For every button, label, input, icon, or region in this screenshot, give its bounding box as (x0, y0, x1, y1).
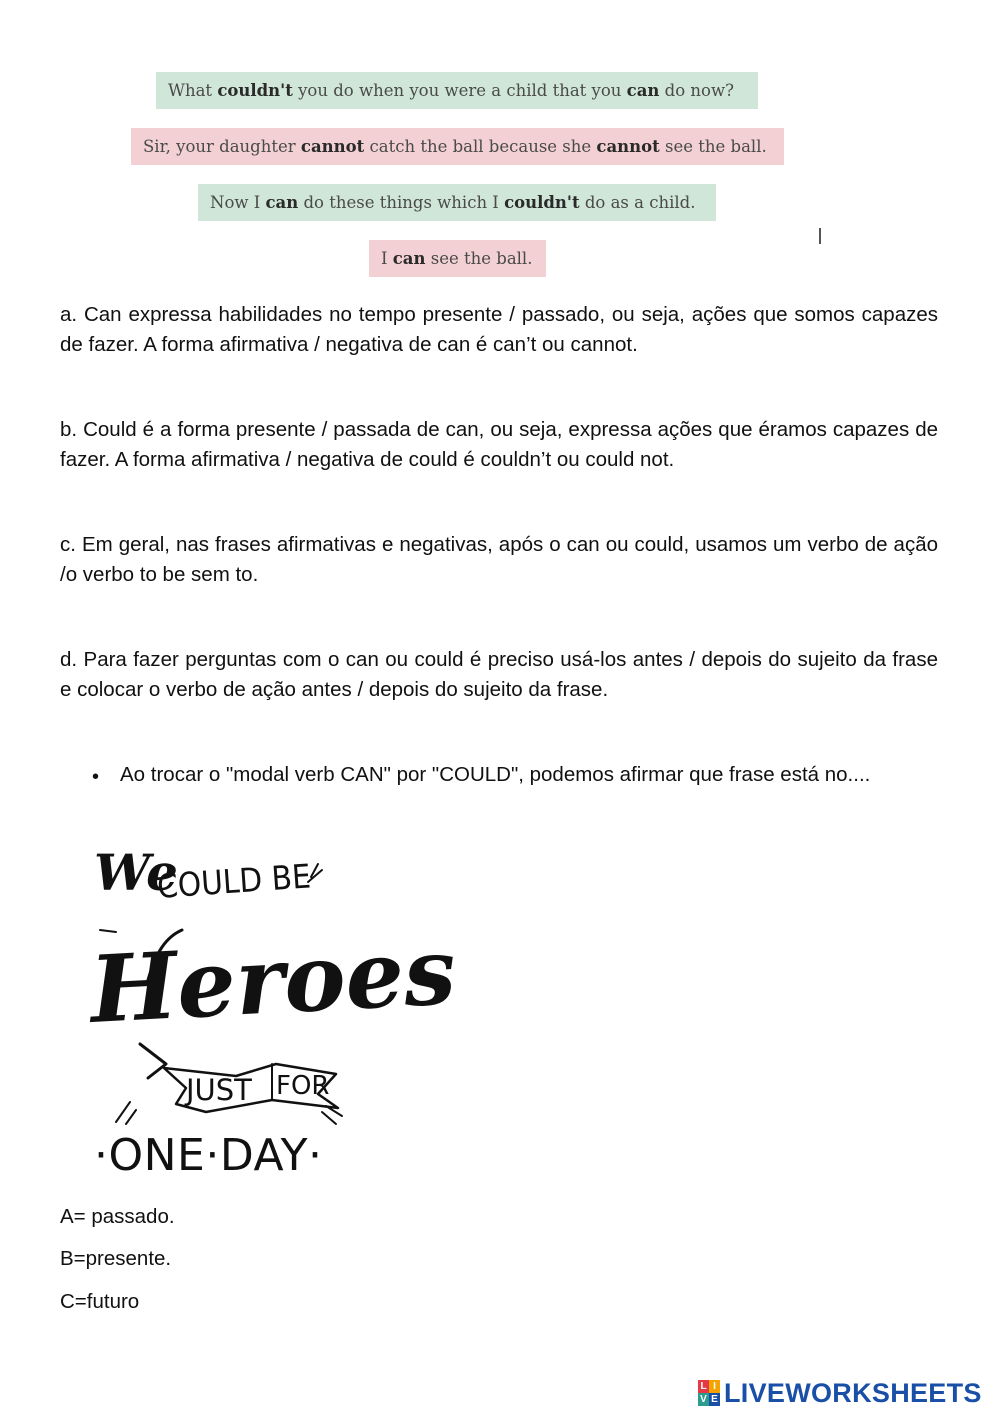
text-cursor-mark (819, 228, 821, 244)
example-sentence-4 (369, 240, 546, 277)
text-part: you do when you were a child that you (292, 81, 627, 100)
we-could-be-heroes-artwork (86, 832, 459, 1187)
lettering-one-day: ·ONE·DAY· (94, 1130, 322, 1181)
option-c: C=futuro (60, 1290, 140, 1313)
example-sentence-2 (131, 128, 784, 165)
text-part: Sir, your daughter (143, 137, 301, 156)
logo-mark-letter: L (698, 1380, 709, 1393)
bold-word: can (626, 81, 660, 100)
lettering-for: FOR (276, 1071, 330, 1101)
bold-word: can (265, 193, 299, 212)
bold-word: can (392, 249, 426, 268)
logo-mark-letter: E (709, 1393, 720, 1406)
logo-mark-letter: I (709, 1380, 720, 1393)
bold-word: cannot (596, 137, 660, 156)
example-sentence-3 (198, 184, 716, 221)
bullet-icon: • (92, 766, 100, 788)
lettering-just: JUST (186, 1073, 252, 1107)
liveworksheets-logo-icon (698, 1380, 720, 1406)
example-sentence-1 (156, 72, 758, 109)
paragraph-d: d. Para fazer perguntas com o can ou could é preciso usá-los antes / depois do sujeito da frase e colocar o verbo de ação antes / depois do sujeito da frase. (60, 648, 938, 701)
option-b: B=presente. (60, 1247, 172, 1270)
text-part: What (168, 81, 218, 100)
lettering-we: We (94, 843, 178, 902)
option-a: A= passado. (60, 1205, 175, 1228)
text-part: I (381, 249, 393, 268)
text-part: see the ball. (659, 137, 767, 156)
logo-mark-letter: V (698, 1393, 709, 1406)
question-text: Ao trocar o "modal verb CAN" por "COULD", podemos afirmar que frase está no.... (120, 763, 871, 786)
bold-word: cannot (300, 137, 365, 156)
paragraph-c: c. Em geral, nas frases afirmativas e negativas, após o can ou could, usamos um verbo de ação /o verbo to be sem to. (60, 533, 938, 586)
lettering-heroes: Heroes (87, 916, 459, 1044)
text-part: do these things which I (298, 193, 505, 212)
paragraph-b: b. Could é a forma presente / passada de can, ou seja, expressa ações que éramos capazes de fazer. A forma afirmativa / negativa de could é couldn’t ou could not. (60, 418, 938, 471)
text-part: do now? (659, 81, 734, 100)
text-part: catch the ball because she (364, 137, 597, 156)
paragraph-a: a. Can expressa habilidades no tempo presente / passado, ou seja, ações que somos capazes de fazer. A forma afirmativa / negativa de can é can’t ou cannot. (60, 303, 938, 356)
liveworksheets-logo-text: LIVEWORKSHEETS (724, 1377, 982, 1408)
bold-word: couldn't (217, 81, 293, 100)
text-part: Now I (210, 193, 266, 212)
text-part: see the ball. (425, 249, 533, 268)
liveworksheets-logo (698, 1378, 982, 1408)
lettering-could-be: COULD BE (155, 856, 312, 906)
text-part: do as a child. (579, 193, 696, 212)
bold-word: couldn't (504, 193, 580, 212)
